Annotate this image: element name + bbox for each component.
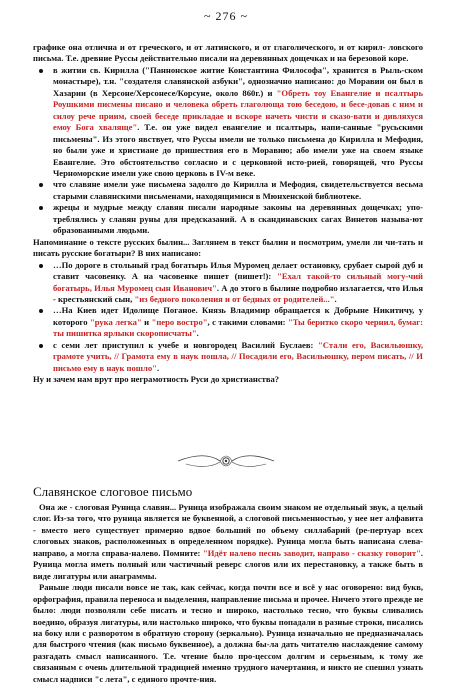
red-quote: "перо востро"	[151, 316, 208, 327]
list-item-text: . А до этого в былине подробно излагается, что Илья - крестьянский сын,	[53, 282, 423, 304]
list-item-text: …По дороге в стольный град богатырь Илья Муромец делает остановку, срубает сырой дуб и ставит часовенку. А на часовенке пишет (пишет!):	[53, 259, 423, 282]
red-quote: "Обреть тоу Евангелие и псалтырь Роушкими писмены писано и человека обреть глаголюща тою беседою, и бесе-довав с ним и силоу рече приим, своей беседе прикладае и вскоре начеть чисти и сказо-вати и дивляхуся емоу Бога хваляще"	[53, 87, 423, 133]
list-item-text: . Т.е. он уже видел евангелие и псалтырь, напи-санные "русьскими письмены". Из этого явствует, что Руссы имели не только письмена до Кирилла и Мефодия, но были уже и христиане до пришествия его в Моравию; або имели уже на своем языке Евангелие. Это обстоятельство согласно и с церковной исто-рией, говорящей, что Руссы Черноморские имели уже свою церковь в IV-м веке.	[53, 122, 423, 178]
decorative-divider-icon	[176, 450, 276, 472]
list-item-text: и	[141, 316, 152, 327]
bullet-list-bylinas	[33, 260, 423, 375]
list-item-text: .	[156, 362, 160, 373]
list-item-text: в житии св. Кирилла ("Паннонское житие Константина Философа", хранится в Рыль-ском монастыре), т.н. "создателя славянской азбуки", однозначно написано: до Моравии он был в Хазарии (в Херсоне/Херсонесе/Корсуне, около 860г.) и	[53, 64, 423, 98]
list-item-text: с семи лет приступил к учебе и новгородец Василий Буслаев:	[53, 339, 319, 350]
bullet-list-sources	[33, 65, 423, 237]
continuation-line: на березовой коре.	[337, 53, 409, 64]
list-item	[33, 260, 423, 306]
red-quote: "Ты беритко скоро чернил, бумаг: ты пишитка ярлыки скорописчаты"	[53, 316, 424, 339]
list-item	[33, 340, 423, 374]
section-paragraph: Раньше люди писали вовсе не так, как сейчас, когда почти все и всё у нас оговорено: вид букв, орфография, правила переноса и выделения, направление письма и прочее. Ничего этого прежде не было: люди позволяли себе писать и тесно и широко, настолько тесно, что буквы сливались воедино, образуя лигатуры, или настолько широко, что буквы попадали в разные строки, писались на боку или с разворотом в обратную сторону (зеркально). Руница изначально не предназначалась для быстрого чтения (как письмо буквенное), а должна бы-ла дать читателю наслаждение самому разгадать смысл написанного. Т.е. чтение было про-цессом долгим и серьезным, к тому же связанным с очень длительной традицией именно трудного начертания, и никто не спешил узнать смысл надписи "с лета", с единого прочте-ния.	[33, 582, 424, 684]
red-quote: "Ехал такой-то сильный могу-чий богатырь, Илья Муромец сын Иванович"	[53, 271, 423, 293]
red-quote: "рука легка"	[89, 316, 142, 327]
reminder-paragraph: Напоминание о тексте русских былин... Заглянем в текст былин и посмотрим, умели ли чи-тать и писать русские богатыри? В них написано:	[33, 236, 423, 259]
list-item	[33, 202, 423, 236]
continuation-paragraph	[33, 42, 423, 65]
list-item-text: .	[334, 293, 337, 304]
list-item-text: , с такими словами:	[207, 316, 288, 327]
main-text-block	[33, 42, 423, 386]
red-quote: "Стали его, Васильюшку, грамоте учить, // Грамота ему в наук пошла, // Посадили его, Васильюшку, пером писать, // И письмо ему в наук пошло"	[53, 339, 423, 373]
red-quote: "из бедного поколения и от бедных от родителей..."	[134, 293, 335, 304]
list-item	[33, 65, 423, 180]
section-heading: Славянское слоговое письмо	[33, 484, 193, 499]
section-body	[33, 502, 423, 685]
continuation-line: графике она отлична и от греческого, и от латинского, и от глаголического, и от кирил-	[33, 42, 386, 52]
list-item-text: .	[196, 328, 199, 339]
closing-question: Ну и зачем нам врут про неграмотность Руси до христианства?	[33, 374, 280, 385]
list-item-text: …На Киев идет Идолище Поганое. Князь Владимир обращается к Добрыне Никитичу, у которого	[53, 305, 423, 327]
list-item	[33, 305, 423, 339]
section-paragraph: Она же - слоговая Руница славян... Руница изображала своим знаком не отдельный звук, а целый слог. Из-за того, что руница является не буквенной, а слоговой письменностью, у нее нет алфавита - вместо него существует примерно вдвое больший по объему силлабарий (ре-пертуар всех слоговых знаков, расположенных в определенном порядке). Руница могла быть написана слева-направо, а могла справа-налево. Помните: "Идёт налево песнь заводит, направо - сказку говорит". Руница могла иметь полный или частичный реверс слогов или их перестановку, а также быть в виде лигатуры или анаграммы.	[33, 502, 423, 581]
list-item-text: что славяне имели уже письмена задолго до Кирилла и Мефодия, свидетельствуется весьма старыми славянскими письменами, находящимися в Мюнхенской библиотеке.	[53, 179, 423, 201]
continuation-line: ловского письма. Т.е. древние Руссы действительно писали на деревянных дощечках и	[33, 42, 423, 64]
page-number: ~ 276 ~	[204, 9, 248, 23]
list-item-text: жрецы и мудрые между славян писали народные законы на деревянных дощечках; упо-треблялись у славян руны для предсказаний. А в скандинавских сагах Винетов называ-ют образованными людьми.	[53, 202, 423, 236]
list-item	[33, 179, 423, 202]
red-quote: "Идёт налево песнь заводит, направо - сказку говорит"	[202, 547, 421, 558]
